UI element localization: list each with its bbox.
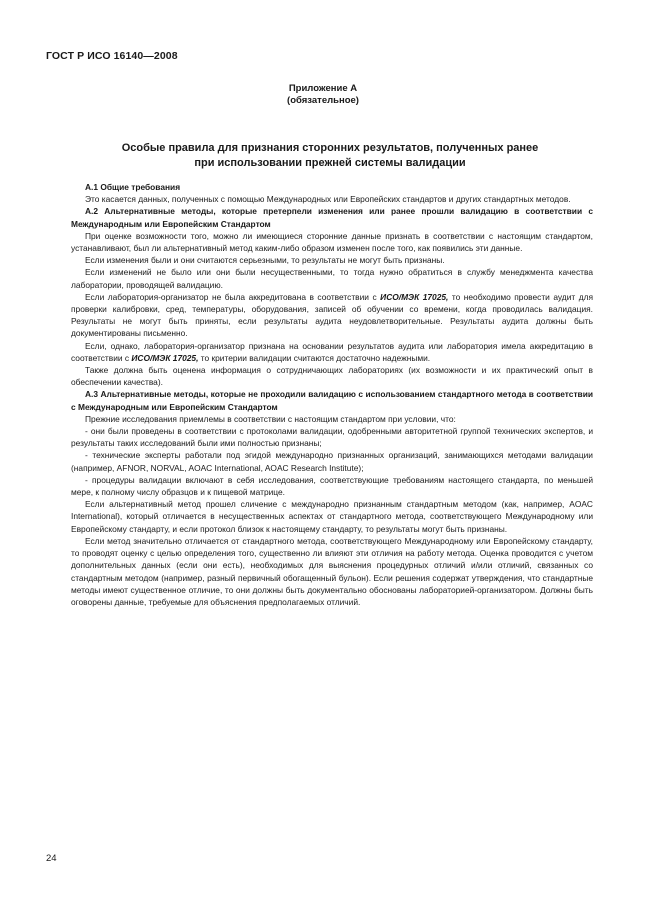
paragraph: Прежние исследования приемлемы в соответствии с настоящим стандартом при условии, что:: [85, 413, 456, 424]
text-run: то критерии валидации считаются достаточно надежными.: [198, 352, 431, 363]
standard-reference: ИСО/МЭК 17025,: [131, 352, 199, 363]
paragraph: Это касается данных, полученных с помощью Международных или Европейских стандартов и других стандартных методов.: [85, 194, 571, 205]
paragraph: Если метод значительно отличается от стандартного метода, соответствующего Международному или Европейскому стандарту, то проводят оценку с целью определения того, существенно ли влияют эти отличия на работу метода. Оценка проводится с учетом дополнительных данных (если они есть), необходимых для выяснения процедурных отличий и/или отличий, связанных со стандартным методом (например, разный первичный обогащенный бульон). Если решения содержат утверждения, что стандартные методы имеют существенное отличие, то они должны быть документально обоснованы лабораторией-организатором. Должны быть оговорены данные, требуемые для объяснения предполагаемых отличий.: [71, 535, 593, 607]
annex-status: (обязательное): [287, 95, 359, 106]
paragraph: [71, 291, 593, 340]
annex-title-line-2: при использовании прежней системы валидации: [194, 157, 466, 169]
section-a3-heading: А.3 Альтернативные методы, которые не проходили валидацию с использованием стандартного метода в соответствии с Международным или Европейским Стандартом: [71, 389, 593, 412]
paragraph: При оценке возможности того, можно ли имеющиеся сторонние данные признать в соответствии с настоящим стандартом, устанавливают, был ли альтернативный метод каким-либо образом изменен после того, как появились эти данные.: [71, 230, 593, 254]
list-item: - они были проведены в соответствии с протоколами валидации, одобренными авторитетной группой технических экспертов, и результаты таких исследований были ими полностью признаны;: [71, 426, 593, 449]
annex-label-block: [0, 83, 646, 107]
list-item: - технические эксперты работали под эгидой международно признанных организаций, занимающихся методами валидации (например, AFNOR, NORVAL, AOAC International, AOAC Research Institute);: [71, 450, 593, 473]
paragraph: [71, 340, 593, 364]
text-run: Если, однако, лаборатория-организатор признана на основании результатов аудита или лаборатория имела аккредитацию в соответствии с: [71, 340, 593, 363]
paragraph: Если альтернативный метод прошел сличение с международно признанным стандартным методом (как, например, AOAC International), который отличается в несущественных аспектах от стандартного метода, соответствующего Международному или Европейскому стандарту, и если протокол близок к настоящему стандарту, то результаты могут быть признаны.: [71, 499, 593, 534]
document-code: ГОСТ Р ИСО 16140—2008: [46, 50, 178, 62]
page-number: 24: [46, 853, 57, 864]
list-item: - процедуры валидации включают в себя исследования, соответствующие требованиям настоящего стандарта, по меньшей мере, к полному числу образцов и к пищевой матрице.: [71, 474, 593, 498]
paragraph: Также должна быть оценена информация о сотрудничающих лабораториях (их возможности и их практический опыт в обеспечении качества).: [71, 365, 593, 388]
document-body: [71, 181, 593, 608]
paragraph: Если изменения были и они считаются серьезными, то результаты не могут быть признаны.: [85, 255, 445, 266]
section-a1-heading: А.1 Общие требования: [85, 182, 181, 192]
annex-title-line-1: Особые правила для признания сторонних результатов, полученных ранее: [121, 142, 539, 154]
section-a2-heading: А.2 Альтернативные методы, которые претерпели изменения или ранее прошли валидацию в соответствии с Международным или Европейским Стандартом: [71, 206, 593, 229]
annex-title: [60, 141, 600, 171]
paragraph: Если изменений не было или они были несущественными, то тогда нужно обратиться в службу менеджмента качества лаборатории, проводящей валидацию.: [71, 267, 593, 290]
text-run: то необходимо провести аудит для проверки калибровки, сред, температуры, оборудования, записей об обучении со времени, когда проводилась валидация. Результаты не могут быть приняты, если результаты аудита неудовлетворительные. Результаты аудита должны быть документированы письменно.: [71, 291, 594, 339]
annex-label: Приложение А: [288, 83, 358, 94]
standard-reference: ИСО/МЭК 17025,: [380, 291, 449, 302]
text-run: Если лаборатория-организатор не была аккредитована в соответствии с: [85, 291, 381, 302]
